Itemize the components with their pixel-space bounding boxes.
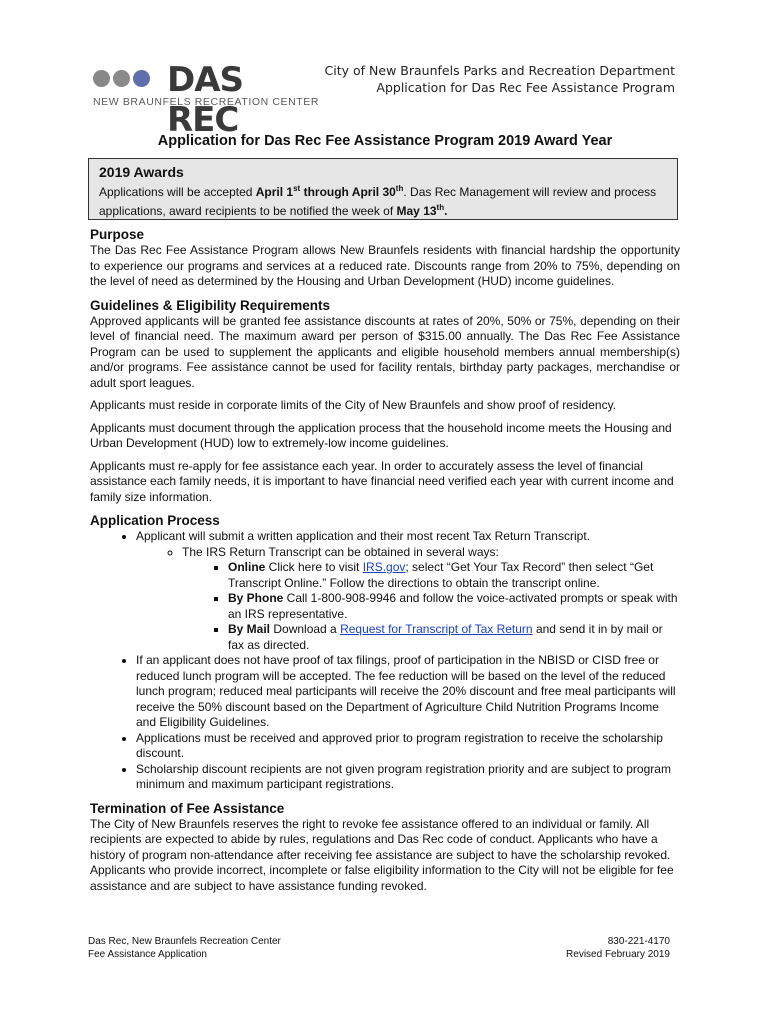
guidelines-p3: Applicants must document through the application process that the household income meets the Housing and Urban Development (HUD) low to extremely-low income guidelines.: [90, 420, 672, 450]
termination-heading: Termination of Fee Assistance: [90, 800, 285, 816]
guidelines-p4: Applicants must re-apply for fee assistance each year. In order to accurately assess the level of financial assistance each family needs, it is important to have financial need verified each year with current income and family size information.: [90, 458, 674, 504]
process-list: [90, 529, 680, 793]
dumbbell-icon: [93, 70, 110, 87]
footer-org: Das Rec, New Braunfels Recreation Center: [88, 936, 281, 947]
program-name: Application for Das Rec Fee Assistance Program: [376, 80, 675, 95]
list-item: • Applications must be received and approved prior to program registration to receive the scholarship discount.: [136, 731, 680, 762]
awards-box: [88, 158, 678, 220]
footer-right: [566, 935, 670, 961]
guidelines-p2: Applicants must reside in corporate limits of the City of New Braunfels and show proof of residency.: [90, 398, 617, 412]
online-method: ▪ Online Click here to visit IRS.gov; select “Get Your Tax Record” then select “Get Transcript Online.” Follow the directions to obtain the transcript online.: [228, 560, 680, 591]
page-title: Application for Das Rec Fee Assistance Program 2019 Award Year: [157, 133, 613, 149]
awards-text: Applications will be accepted April 1st through April 30th. Das Rec Management will review and process applications, award recipients to be notified the week of May 13th.: [99, 184, 657, 218]
footer-phone: 830-221-4170: [607, 936, 670, 947]
mail-method: ▪ By Mail Download a Request for Transcript of Tax Return and send it in by mail or fax as directed.: [228, 622, 680, 653]
guidelines-p1: Approved applicants will be granted fee assistance discounts at rates of 20%, 50% or 75%, depending on their level of financial need. The maximum award per person of $315.00 annually. The Das Rec Fee Assistance Program can be used to supplement the applicants and eligible household members annual membership(s) and/or programs. Fee assistance cannot be used for facility rentals, birthday party packages, merchandise or adult sport leagues.: [90, 313, 680, 390]
irs-gov-link[interactable]: IRS.gov: [362, 560, 406, 574]
das-rec-logo: [93, 60, 320, 140]
process-heading: Application Process: [90, 513, 220, 528]
header-right: [325, 62, 675, 96]
list-item: • Scholarship discount recipients are not given program registration priority and are subject to program minimum and maximum participant registrations.: [136, 762, 680, 793]
list-item: • If an applicant does not have proof of tax filings, proof of participation in the NBISD or CISD free or reduced lunch program will be accepted. The fee reduction will be based on the level of the reduced lunch program; reduced meal participants will receive the 20% discount and free meal participants will receive the 50% discount based on the Department of Agriculture Child Nutrition Programs Income and Eligibility Guidelines.: [136, 653, 680, 731]
awards-heading: 2019 Awards: [99, 164, 184, 180]
sub-list: [136, 545, 680, 654]
department-name: City of New Braunfels Parks and Recreation Department: [324, 63, 675, 78]
purpose-heading: Purpose: [90, 227, 145, 242]
guidelines-heading: Guidelines & Eligibility Requirements: [90, 297, 331, 313]
basketball-icon: [113, 70, 130, 87]
main-content: [90, 226, 680, 894]
termination-text: The City of New Braunfels reserves the right to revoke fee assistance offered to an individual or family. All recipients are expected to abide by rules, regulations and Das Rec code of conduct. Applicants who have a history of program non-attendance after receiving fee assistance are subject to have the scholarship revoked. Applicants who provide incorrect, incomplete or false eligibility information to the City will not be eligible for fee assistance and are subject to have assistance funding revoked.: [90, 816, 674, 893]
method-list: [182, 560, 680, 653]
purpose-text: The Das Rec Fee Assistance Program allows New Braunfels residents with financial hardship the opportunity to experience our programs and services at a reduced rate. Discounts range from 20% to 75%, depending on the level of need as determined by the Housing and Urban Development (HUD) income guidelines.: [90, 243, 680, 288]
logo-subtitle: NEW BRAUNFELS RECREATION CENTER: [93, 96, 320, 108]
logo-text: DAS REC: [167, 60, 244, 140]
list-item: • Applicant will submit a written application and their most recent Tax Return Transcript. ◦ The IRS Return Transcript can be obtained in several ways: ▪ Online Click here to visit IRS.gov; select “Get Your Tax Record” then select “Get Transcript Online.” Follow the directions to obtain the transcript online. ▪ By Phone Call 1-800-908-9946 and follow the voice-activated prompts or speak with an IRS representative. ▪ By Mail Download a Request for Transcript of Tax Return and send it in by mail or fax as directed.: [136, 529, 680, 653]
list-item: ◦ The IRS Return Transcript can be obtained in several ways: ▪ Online Click here to visit IRS.gov; select “Get Your Tax Record” then select “Get Transcript Online.” Follow the directions to obtain the transcript online. ▪ By Phone Call 1-800-908-9946 and follow the voice-activated prompts or speak with an IRS representative. ▪ By Mail Download a Request for Transcript of Tax Return and send it in by mail or fax as directed.: [182, 545, 680, 654]
sport-icons: [93, 70, 150, 87]
phone-method: ▪ By Phone Call 1-800-908-9946 and follow the voice-activated prompts or speak with an IRS representative.: [228, 591, 680, 622]
volleyball-icon: [133, 70, 150, 87]
transcript-request-link[interactable]: Request for Transcript of Tax Return: [340, 622, 533, 636]
footer-left: [88, 935, 281, 961]
footer-form: Fee Assistance Application: [88, 949, 207, 960]
footer-revised: Revised February 2019: [566, 949, 670, 960]
